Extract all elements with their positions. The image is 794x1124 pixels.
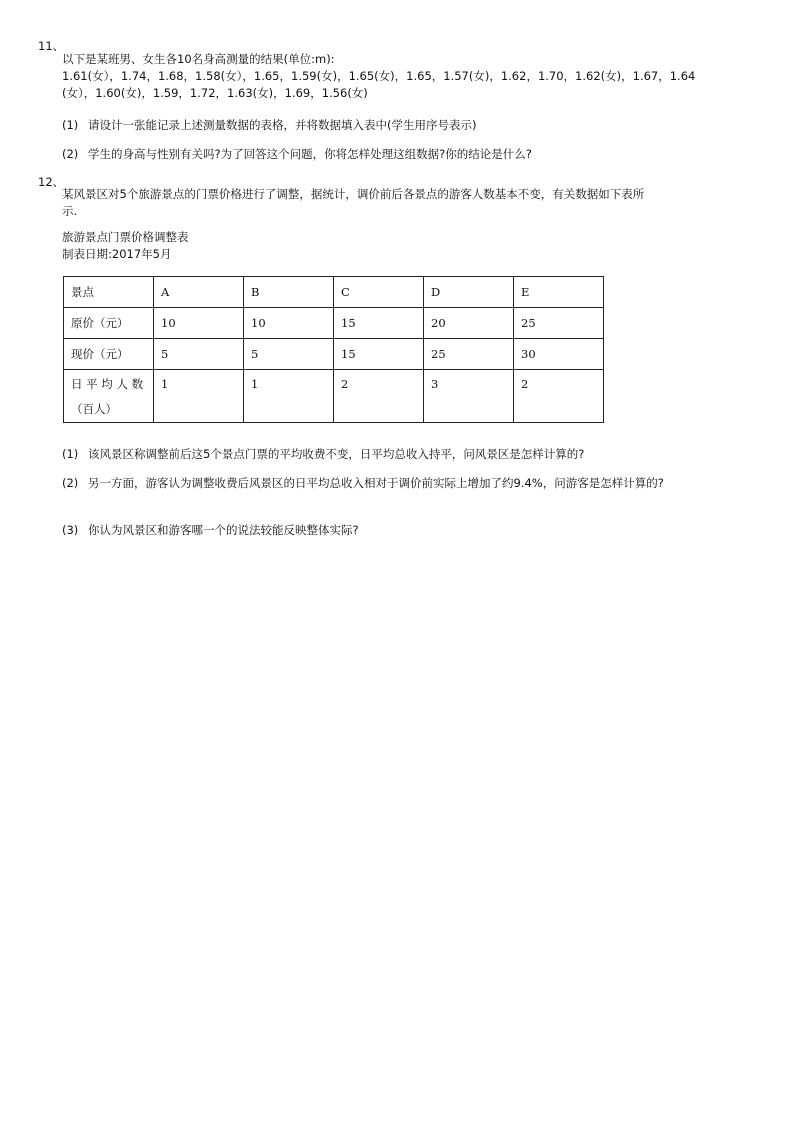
table-cell: 30 (514, 339, 604, 370)
table-cell: 5 (244, 339, 334, 370)
sub-index: (2) (62, 147, 79, 161)
question-12-sub-2 (62, 475, 728, 492)
table-cell: 3 (424, 370, 514, 423)
table-header-row (64, 277, 604, 308)
table-cell: E (514, 277, 604, 308)
table-cell: 10 (244, 308, 334, 339)
table-cell: 25 (424, 339, 514, 370)
row-label-line-1: 日 平 均 人 数 (71, 377, 144, 391)
price-adjustment-table (63, 276, 604, 423)
table-cell: B (244, 277, 334, 308)
row-label-line-2: （百人） (71, 402, 117, 416)
table-cell: 1 (244, 370, 334, 423)
question-11-data-line-2: (女），1.60(女)，1.59，1.72，1.63(女)，1.69，1.56(女) (62, 86, 368, 100)
table-cell: 15 (334, 339, 424, 370)
question-12-intro-line-1: 某风景区对5个旅游景点的门票价格进行了调整，据统计，调价前后各景点的游客人数基本不变，有关数据如下表所 (62, 187, 645, 201)
question-12-body (62, 186, 722, 220)
table-cell: 2 (514, 370, 604, 423)
table-cell: 1 (154, 370, 244, 423)
question-12-number: 12、 (38, 175, 65, 189)
table-row (64, 370, 604, 423)
table-cell (64, 370, 154, 423)
table-date: 制表日期:2017年5月 (62, 247, 172, 261)
sub-text: 你认为风景区和游客哪一个的说法较能反映整体实际? (88, 523, 359, 537)
table-cell: 10 (154, 308, 244, 339)
table-caption (62, 229, 722, 263)
table-title: 旅游景点门票价格调整表 (62, 230, 189, 244)
question-11-body (62, 51, 722, 102)
table-cell: A (154, 277, 244, 308)
table-cell: 原价（元） (64, 308, 154, 339)
table-cell: C (334, 277, 424, 308)
table-cell: 15 (334, 308, 424, 339)
table-cell: D (424, 277, 514, 308)
table-cell: 现价（元） (64, 339, 154, 370)
table-cell: 25 (514, 308, 604, 339)
table-cell: 5 (154, 339, 244, 370)
table-cell: 20 (424, 308, 514, 339)
question-12-sub-1 (62, 446, 722, 463)
sub-index: (1) (62, 447, 79, 461)
table-row (64, 339, 604, 370)
question-11-data-line-1: 1.61(女），1.74，1.68，1.58(女），1.65，1.59(女)，1.65(女)，1.65，1.57(女)，1.62，1.70，1.62(女)，1.67，1.64 (62, 69, 696, 83)
question-11-intro: 以下是某班男、女生各10名身高测量的结果(单位:m): (62, 52, 335, 66)
table-cell: 2 (334, 370, 424, 423)
question-12-sub-3 (62, 522, 722, 539)
sub-text: 学生的身高与性别有关吗?为了回答这个问题，你将怎样处理这组数据?你的结论是什么? (88, 147, 532, 161)
sub-index: (2) (62, 476, 79, 490)
table-row (64, 308, 604, 339)
sub-text: 另一方面，游客认为调整收费后风景区的日平均总收入相对于调价前实际上增加了约9.4%，问游客是怎样计算的? (88, 476, 664, 490)
question-12-intro-line-2: 示. (62, 204, 78, 218)
question-11-number: 11、 (38, 39, 65, 53)
sub-text: 该风景区称调整前后这5个景点门票的平均收费不变，日平均总收入持平，问风景区是怎样计算的? (88, 447, 585, 461)
sub-index: (1) (62, 118, 79, 132)
question-11-sub-2 (62, 146, 722, 163)
table-cell: 景点 (64, 277, 154, 308)
sub-text: 请设计一张能记录上述测量数据的表格，并将数据填入表中(学生用序号表示) (88, 118, 477, 132)
question-11-sub-1 (62, 117, 722, 134)
sub-index: (3) (62, 523, 79, 537)
